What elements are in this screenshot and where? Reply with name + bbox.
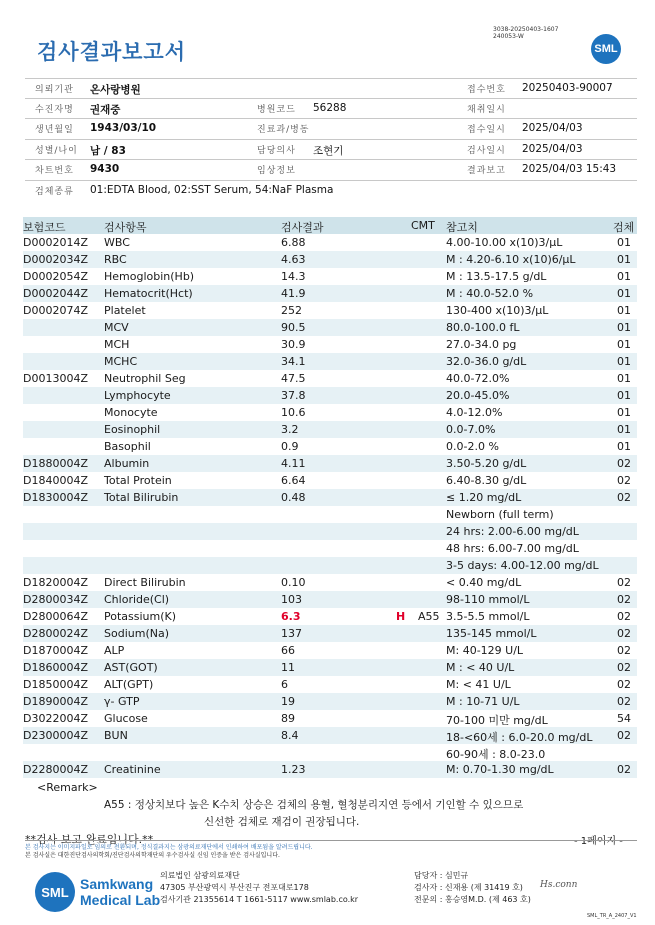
result-row [23, 557, 637, 574]
result-row [23, 353, 637, 370]
result-flag: H [396, 610, 406, 623]
document-code-line: 3038-20250403-1607 [493, 26, 559, 33]
result-specimen: 01 [617, 321, 631, 334]
result-test-item: Lymphocyte [104, 389, 171, 402]
result-specimen: 01 [617, 389, 631, 402]
result-value: 6.64 [281, 474, 306, 487]
result-insurance-code: D2300004Z [23, 729, 88, 742]
result-reference: 6.40-8.30 g/dL [446, 474, 527, 487]
result-specimen: 02 [617, 644, 631, 657]
result-specimen: 01 [617, 355, 631, 368]
result-insurance-code: D0002074Z [23, 304, 88, 317]
result-reference: 3.5-5.5 mmol/L [446, 610, 530, 623]
result-row [23, 761, 637, 778]
result-row [23, 285, 637, 302]
result-specimen: 01 [617, 440, 631, 453]
info-label: 의뢰기관 [35, 85, 74, 95]
result-row [23, 251, 637, 268]
patient-info-row [25, 140, 637, 161]
result-reference: 20.0-45.0% [446, 389, 510, 402]
header-specimen: 검체 [613, 221, 635, 234]
results-header-row [23, 217, 637, 234]
result-row [23, 234, 637, 251]
result-test-item: Chloride(Cl) [104, 593, 170, 606]
result-value: 37.8 [281, 389, 306, 402]
result-cmt: A55 [418, 610, 440, 623]
company-name-line: Medical Lab [80, 892, 161, 908]
info-label: 임상정보 [257, 166, 296, 176]
info-label: 수진자명 [35, 104, 74, 115]
result-row [23, 336, 637, 353]
info-value: 20250403-90007 [522, 82, 613, 94]
info-label: 결과보고 [467, 166, 506, 176]
result-test-item: AST(GOT) [104, 661, 158, 674]
result-reference: M : 13.5-17.5 g/dL [446, 270, 547, 283]
info-label: 검체종류 [35, 186, 74, 197]
result-specimen: 01 [617, 406, 631, 419]
result-test-item: ALP [104, 644, 125, 657]
result-value: 34.1 [281, 355, 306, 368]
result-specimen: 02 [617, 678, 631, 691]
result-test-item: Total Bilirubin [104, 491, 179, 504]
result-reference: M: 40-129 U/L [446, 644, 524, 657]
result-specimen: 02 [617, 627, 631, 640]
sml-logo-badge: SML [591, 34, 621, 64]
result-specimen: 02 [617, 593, 631, 606]
patient-info-row [25, 119, 637, 140]
result-specimen: 02 [617, 474, 631, 487]
result-row [23, 455, 637, 472]
result-insurance-code: D1820004Z [23, 576, 88, 589]
result-row [23, 642, 637, 659]
result-row [23, 438, 637, 455]
result-specimen: 02 [617, 576, 631, 589]
result-reference: M : 40.0-52.0 % [446, 287, 534, 300]
result-specimen: 01 [617, 253, 631, 266]
form-code: SML_TR_A_2407_V1 [587, 913, 637, 919]
result-row [23, 591, 637, 608]
result-value: 103 [281, 593, 302, 606]
result-row [23, 404, 637, 421]
result-reference: 4.00-10.00 x(10)3/μL [446, 236, 563, 249]
result-insurance-code: D2800034Z [23, 593, 88, 606]
result-reference: 0.0-7.0% [446, 423, 496, 436]
result-test-item: Direct Bilirubin [104, 576, 186, 589]
company-info [160, 870, 358, 906]
result-reference: 48 hrs: 6.00-7.00 mg/dL [446, 542, 579, 555]
result-value: 4.11 [281, 457, 306, 470]
result-value: 137 [281, 627, 302, 640]
result-test-item: Neutrophil Seg [104, 372, 186, 385]
result-row [23, 421, 637, 438]
result-insurance-code: D1840004Z [23, 474, 88, 487]
result-value: 6 [281, 678, 288, 691]
info-value: 2025/04/03 [522, 122, 583, 134]
patient-info-row [25, 181, 637, 202]
result-insurance-code: D1850004Z [23, 678, 88, 691]
result-test-item: Hemoglobin(Hb) [104, 270, 195, 283]
document-code-line: 240053-W [493, 33, 524, 40]
image-notice: 본 검사지는 이미지파일로 임의로 전환되며, 정식결과지는 삼광의료재단에서 인쇄하여 배포됨을 알려드립니다. [25, 844, 313, 851]
result-row [23, 659, 637, 676]
company-name-line: Samkwang [80, 876, 154, 892]
result-specimen: 01 [617, 287, 631, 300]
result-row [23, 302, 637, 319]
result-value: 0.10 [281, 576, 306, 589]
result-value: 0.9 [281, 440, 299, 453]
result-specimen: 01 [617, 423, 631, 436]
result-row [23, 387, 637, 404]
result-row [23, 268, 637, 285]
contact-info: 검사기관 21355614 T 1661-5117 www.smlab.co.kr [160, 895, 359, 904]
result-row [23, 693, 637, 710]
result-specimen: 54 [617, 712, 631, 725]
result-row [23, 506, 637, 523]
patient-info-row [25, 160, 637, 181]
result-value: 19 [281, 695, 295, 708]
info-value: 조현기 [313, 144, 344, 157]
remark-text: A55 : 정상치보다 높은 K수치 상승은 검체의 용혈, 혈청분리지연 등에서 기인할 수 있으므로 [104, 799, 524, 811]
result-row [23, 710, 637, 727]
result-insurance-code: D2800064Z [23, 610, 88, 623]
info-label: 접수일시 [467, 125, 506, 135]
staff-line: 담당자 : 심민규 [414, 871, 469, 880]
result-row [23, 574, 637, 591]
info-label: 채취일시 [467, 104, 506, 115]
result-specimen: 02 [617, 457, 631, 470]
result-row [23, 523, 637, 540]
info-value: 2025/04/03 15:43 [522, 163, 617, 175]
result-test-item: Total Protein [104, 474, 172, 487]
result-value: 6.88 [281, 236, 306, 249]
result-test-item: MCH [104, 338, 130, 351]
result-test-item: ALT(GPT) [104, 678, 154, 691]
result-reference: 130-400 x(10)3/μL [446, 304, 549, 317]
result-value: 11 [281, 661, 295, 674]
org-name: 의료법인 삼광의료재단 [160, 871, 240, 880]
info-value: 온사랑병원 [90, 84, 141, 96]
result-reference: M: 0.70-1.30 mg/dL [446, 763, 554, 776]
result-reference: 0.0-2.0 % [446, 440, 499, 453]
result-reference: 60-90세 : 8.0-23.0 [446, 748, 546, 761]
result-insurance-code: D0002034Z [23, 253, 88, 266]
result-test-item: γ- GTP [104, 695, 140, 708]
result-reference: 27.0-34.0 pg [446, 338, 517, 351]
info-value: 1943/03/10 [90, 122, 157, 134]
result-value: 252 [281, 304, 302, 317]
result-test-item: WBC [104, 236, 130, 249]
result-insurance-code: D0002054Z [23, 270, 88, 283]
result-specimen: 02 [617, 610, 631, 623]
result-row [23, 625, 637, 642]
sml-logo-icon: SML [35, 872, 75, 912]
result-row [23, 540, 637, 557]
result-specimen: 02 [617, 491, 631, 504]
result-specimen: 02 [617, 695, 631, 708]
result-reference: < 0.40 mg/dL [446, 576, 522, 589]
result-row [23, 676, 637, 693]
header-test-result: 검사결과 [281, 221, 324, 234]
result-value: 1.23 [281, 763, 306, 776]
info-value: 56288 [313, 101, 347, 114]
footer-divider [25, 840, 637, 841]
result-value: 8.4 [281, 729, 299, 742]
result-specimen: 01 [617, 270, 631, 283]
result-row [23, 608, 637, 625]
info-label: 성별/나이 [35, 145, 78, 156]
info-value: 권재중 [90, 103, 121, 116]
result-reference: 3.50-5.20 g/dL [446, 457, 527, 470]
header-cmt: CMT [411, 219, 435, 232]
accreditation-notice: 본 검사실은 대한진단검사의학회/진단검사의학재단의 우수검사실 신임 인증을 받은 검사실입니다. [25, 852, 280, 859]
result-insurance-code: D0013004Z [23, 372, 88, 385]
result-specimen: 01 [617, 338, 631, 351]
company-name [80, 876, 160, 908]
report-complete-message: **검사 보고 완료입니다.** [25, 833, 154, 846]
result-specimen: 02 [617, 763, 631, 776]
patient-info-row [25, 99, 637, 120]
result-test-item: Eosinophil [104, 423, 161, 436]
result-reference: 24 hrs: 2.00-6.00 mg/dL [446, 525, 579, 538]
result-value: 10.6 [281, 406, 306, 419]
result-specimen: 01 [617, 304, 631, 317]
patient-info-row [25, 78, 637, 99]
info-label: 병원코드 [257, 104, 296, 115]
staff-line: 전문의 : 홍승영M.D. (제 463 호) [414, 895, 531, 904]
result-reference: M : 4.20-6.10 x(10)6/μL [446, 253, 576, 266]
result-insurance-code: D0002044Z [23, 287, 88, 300]
header-test-item: 검사항목 [104, 221, 147, 234]
result-specimen: 02 [617, 661, 631, 674]
result-test-item: Potassium(K) [104, 610, 177, 623]
result-test-item: MCV [104, 321, 129, 334]
results-table [23, 217, 637, 778]
result-reference: M: < 41 U/L [446, 678, 511, 691]
result-test-item: MCHC [104, 355, 138, 368]
result-reference: 4.0-12.0% [446, 406, 503, 419]
result-specimen: 02 [617, 729, 631, 742]
result-insurance-code: D3022004Z [23, 712, 88, 725]
staff-line: 검사자 : 신재용 (제 31419 호) [414, 883, 523, 892]
result-insurance-code: D1860004Z [23, 661, 88, 674]
result-insurance-code: D1880004Z [23, 457, 88, 470]
result-test-item: Monocyte [104, 406, 158, 419]
result-test-item: Basophil [104, 440, 151, 453]
result-test-item: Creatinine [104, 763, 161, 776]
header-insurance-code: 보험코드 [23, 221, 66, 234]
result-test-item: Glucose [104, 712, 148, 725]
result-reference: 135-145 mmol/L [446, 627, 537, 640]
result-value: 89 [281, 712, 295, 725]
info-value: 01:EDTA Blood, 02:SST Serum, 54:NaF Plasma [90, 183, 334, 196]
result-value: 14.3 [281, 270, 306, 283]
result-test-item: Albumin [104, 457, 150, 470]
info-value: 9430 [90, 163, 120, 175]
result-reference: 40.0-72.0% [446, 372, 510, 385]
result-reference: ≤ 1.20 mg/dL [446, 491, 522, 504]
result-test-item: Hematocrit(Hct) [104, 287, 193, 300]
result-reference: M : < 40 U/L [446, 661, 515, 674]
result-insurance-code: D0002014Z [23, 236, 88, 249]
info-value: 2025/04/03 [522, 142, 583, 155]
info-value: 남 / 83 [90, 144, 126, 157]
result-test-item: BUN [104, 729, 128, 742]
info-label: 생년월일 [35, 125, 74, 135]
result-row [23, 370, 637, 387]
header-reference: 참고치 [446, 221, 478, 234]
result-row [23, 744, 637, 761]
result-test-item: Sodium(Na) [104, 627, 169, 640]
result-row [23, 319, 637, 336]
result-reference: 18-<60세 : 6.0-20.0 mg/dL [446, 731, 593, 744]
remark-text: 신선한 검체로 재검이 권장됩니다. [204, 816, 360, 828]
result-reference: 98-110 mmol/L [446, 593, 530, 606]
result-value: 30.9 [281, 338, 306, 351]
staff-info [414, 870, 531, 906]
report-title: 검사결과보고서 [37, 40, 187, 64]
result-row [23, 727, 637, 744]
result-insurance-code: D1870004Z [23, 644, 88, 657]
result-specimen: 01 [617, 236, 631, 249]
result-test-item: Platelet [104, 304, 146, 317]
page-indicator: - 1페이지 - [574, 836, 623, 847]
remark-title: <Remark> [37, 781, 98, 794]
result-test-item: RBC [104, 253, 127, 266]
address: 47305 부산광역시 부산진구 전포대로178 [160, 883, 309, 892]
result-row [23, 472, 637, 489]
result-value: 47.5 [281, 372, 306, 385]
signature: Hs.conn [540, 880, 578, 890]
document-code [493, 26, 558, 40]
result-insurance-code: D1830004Z [23, 491, 88, 504]
result-reference: Newborn (full term) [446, 508, 554, 521]
result-value: 66 [281, 644, 295, 657]
result-value: 41.9 [281, 287, 306, 300]
info-label: 검사일시 [467, 145, 506, 156]
result-specimen: 01 [617, 372, 631, 385]
patient-info-table [25, 78, 637, 201]
result-reference: M : 10-71 U/L [446, 695, 520, 708]
result-insurance-code: D2800024Z [23, 627, 88, 640]
result-reference: 32.0-36.0 g/dL [446, 355, 527, 368]
info-label: 차트번호 [35, 166, 74, 176]
result-value: 90.5 [281, 321, 306, 334]
result-value: 4.63 [281, 253, 306, 266]
result-reference: 80.0-100.0 fL [446, 321, 520, 334]
result-value: 3.2 [281, 423, 299, 436]
result-reference: 3-5 days: 4.00-12.00 mg/dL [446, 559, 599, 572]
info-label: 진료과/병동 [257, 125, 310, 135]
result-insurance-code: D1890004Z [23, 695, 88, 708]
result-value: 6.3 [281, 610, 301, 623]
result-value: 0.48 [281, 491, 306, 504]
info-label: 접수번호 [467, 85, 506, 95]
result-insurance-code: D2280004Z [23, 763, 88, 776]
info-label: 담당의사 [257, 145, 296, 156]
result-row [23, 489, 637, 506]
result-reference: 70-100 미만 mg/dL [446, 714, 548, 727]
